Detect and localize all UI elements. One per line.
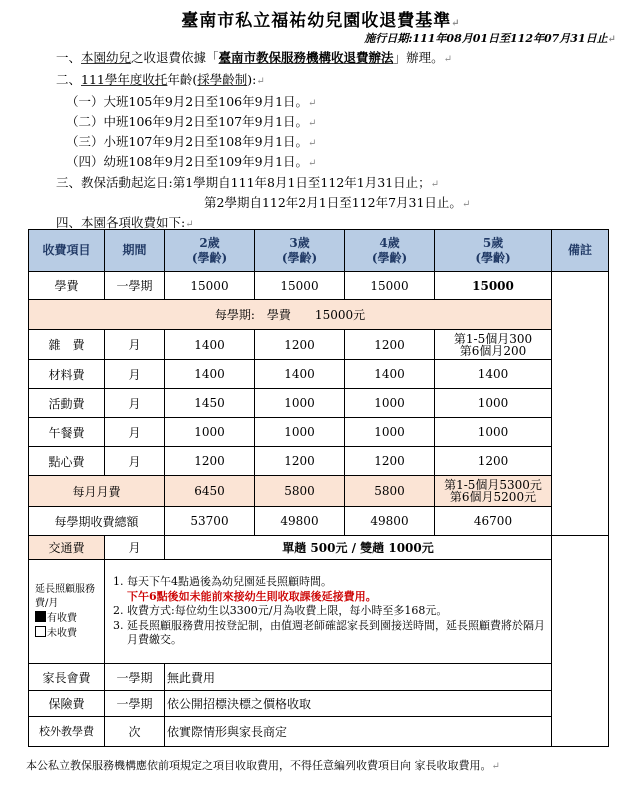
table-row: [29, 330, 609, 360]
insurance-row: [29, 691, 609, 717]
parent-fee-period: 一學期: [105, 664, 165, 691]
field-trip-period: 次: [105, 717, 165, 747]
lunch-fee-age-5: 1000: [435, 418, 552, 447]
table-row: [29, 418, 609, 447]
semester-total-label: 每學期收費總額: [29, 507, 165, 536]
table-header-row: [29, 230, 609, 272]
insurance-label: 保險費: [29, 691, 105, 717]
extended-care-notes: [105, 560, 552, 664]
monthly-total-row: [29, 476, 609, 507]
header-age-5: 5歲 (學齡): [435, 230, 552, 272]
tuition-age-3: 15000: [255, 272, 345, 300]
monthly-total-age-4: 5800: [345, 476, 435, 507]
tuition-age-5: 15000: [435, 272, 552, 300]
material-fee-label: 材料費: [29, 360, 105, 389]
activity-fee-age-4: 1000: [345, 389, 435, 418]
activity-fee-age-2: 1450: [165, 389, 255, 418]
field-trip-label: 校外教學費: [29, 717, 105, 747]
lunch-fee-age-3: 1000: [255, 418, 345, 447]
header-age-2: 2歲 (學齡): [165, 230, 255, 272]
misc-fee-period: 月: [105, 330, 165, 360]
transport-period: 月: [105, 536, 165, 560]
tuition-age-4: 15000: [345, 272, 435, 300]
misc-fee-age-3: 1200: [255, 330, 345, 360]
header-age-4: 4歲 (學齡): [345, 230, 435, 272]
section-4: 四、本園各項收費如下:↵: [56, 215, 194, 230]
table-row: [29, 272, 609, 300]
table-row: [29, 389, 609, 418]
fee-table: [28, 229, 609, 747]
age-item-3: （三）小班107年9月2日至108年9月1日。↵: [66, 134, 317, 149]
monthly-total-age-5: 第1-5個月5300元 第6個月5200元: [435, 476, 552, 507]
note-item: 2. 收費方式:每位幼生以3300元/月為收費上限，每小時至多168元。: [127, 604, 549, 619]
header-item: 收費項目: [29, 230, 105, 272]
semester-total-age-4: 49800: [345, 507, 435, 536]
remark-cell: [552, 272, 609, 536]
semester-summary: 每學期: 學費 15000元: [29, 300, 552, 330]
parent-fee-row: [29, 664, 609, 691]
activity-fee-age-5: 1000: [435, 389, 552, 418]
monthly-total-label: 每月月費: [29, 476, 165, 507]
section-3-cont: 第2學期自112年2月1日至112年7月31日止。↵: [204, 195, 471, 210]
transport-row: [29, 536, 609, 560]
material-fee-age-3: 1400: [255, 360, 345, 389]
misc-fee-label: 雜 費: [29, 330, 105, 360]
table-row: [29, 360, 609, 389]
age-item-2: （二）中班106年9月2日至107年9月1日。↵: [66, 114, 317, 129]
lunch-fee-label: 午餐費: [29, 418, 105, 447]
lunch-fee-age-4: 1000: [345, 418, 435, 447]
section-2: 二、111學年度收托年齡(採學齡制):↵: [56, 72, 265, 87]
misc-fee-age-4: 1200: [345, 330, 435, 360]
header-remark: 備註: [552, 230, 609, 272]
age-item-4: （四）幼班108年9月2日至109年9月1日。↵: [66, 154, 317, 169]
document-title: 臺南市私立福祐幼兒園收退費基準↵: [181, 11, 461, 31]
extended-care-row: [29, 560, 609, 664]
note-item: 1. 每天下午4點過後為幼兒園延長照顧時間。 下午6點後如未能前來接幼生則收取課後延接費用。: [127, 575, 549, 604]
uncharged-checkbox: 未收費: [35, 628, 77, 639]
section-3: 三、教保活動起迄日:第1學期自111年8月1日至112年1月31日止；↵: [56, 175, 440, 190]
snack-fee-age-4: 1200: [345, 447, 435, 476]
effective-date: 施行日期:111年08月01日至112年07月31日止↵: [364, 32, 616, 45]
semester-total-age-2: 53700: [165, 507, 255, 536]
tuition-age-2: 15000: [165, 272, 255, 300]
insurance-value: 依公開招標決標之價格收取: [165, 691, 552, 717]
charged-checkbox: 有收費: [35, 613, 77, 624]
semester-summary-row: [29, 300, 609, 330]
tuition-label: 學費: [29, 272, 105, 300]
snack-fee-age-3: 1200: [255, 447, 345, 476]
activity-fee-period: 月: [105, 389, 165, 418]
material-fee-age-2: 1400: [165, 360, 255, 389]
tuition-period: 一學期: [105, 272, 165, 300]
material-fee-age-5: 1400: [435, 360, 552, 389]
snack-fee-age-5: 1200: [435, 447, 552, 476]
footer-note: 本公私立教保服務機構應依前項規定之項目收取費用，不得任意編列收費項目向 家長收取費用。↵: [26, 759, 500, 772]
monthly-total-age-2: 6450: [165, 476, 255, 507]
header-period: 期間: [105, 230, 165, 272]
field-trip-row: [29, 717, 609, 747]
remark-cell-lower: [552, 536, 609, 747]
header-age-3: 3歲 (學齡): [255, 230, 345, 272]
material-fee-age-4: 1400: [345, 360, 435, 389]
extended-care-label: 延長照顧服務費/月 有收費 未收費: [29, 560, 105, 664]
activity-fee-label: 活動費: [29, 389, 105, 418]
lunch-fee-period: 月: [105, 418, 165, 447]
field-trip-value: 依實際情形與家長商定: [165, 717, 552, 747]
parent-fee-label: 家長會費: [29, 664, 105, 691]
semester-total-age-3: 49800: [255, 507, 345, 536]
semester-total-age-5: 46700: [435, 507, 552, 536]
table-row: [29, 447, 609, 476]
transport-label: 交通費: [29, 536, 105, 560]
parent-fee-value: 無此費用: [165, 664, 552, 691]
material-fee-period: 月: [105, 360, 165, 389]
age-item-1: （一）大班105年9月2日至106年9月1日。↵: [66, 94, 317, 109]
transport-value: 單趟 500元 / 雙趟 1000元: [165, 536, 552, 560]
snack-fee-age-2: 1200: [165, 447, 255, 476]
monthly-total-age-3: 5800: [255, 476, 345, 507]
insurance-period: 一學期: [105, 691, 165, 717]
misc-fee-age-5: 第1-5個月300 第6個月200: [435, 330, 552, 360]
snack-fee-period: 月: [105, 447, 165, 476]
note-item: 3. 延長照顧服務費用按登記制，由值週老師確認家長到園接送時間，延長照顧費將於隔月月費繳交。: [127, 619, 549, 648]
activity-fee-age-3: 1000: [255, 389, 345, 418]
snack-fee-label: 點心費: [29, 447, 105, 476]
lunch-fee-age-2: 1000: [165, 418, 255, 447]
semester-total-row: [29, 507, 609, 536]
section-1: 一、本園幼兒之收退費依據「臺南市教保服務機構收退費辦法」辦理。↵: [56, 50, 452, 65]
misc-fee-age-2: 1400: [165, 330, 255, 360]
